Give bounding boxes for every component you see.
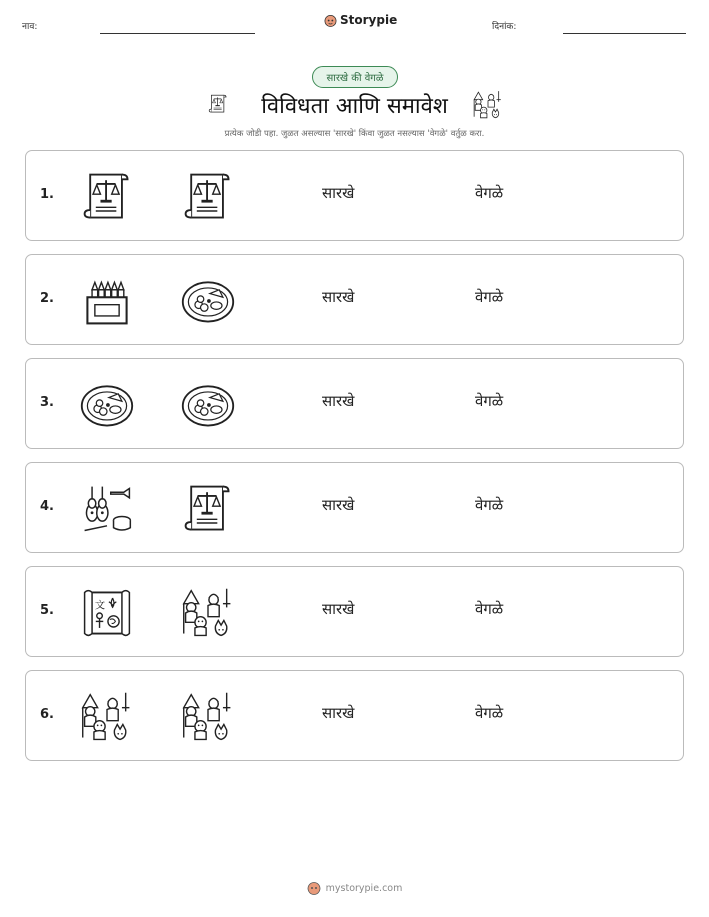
- same-option[interactable]: सारखे: [322, 496, 355, 514]
- footer-url: mystorypie.com: [325, 882, 403, 894]
- storypie-icon: [307, 881, 321, 895]
- name-line[interactable]: [100, 33, 255, 34]
- question-row: [25, 150, 684, 241]
- question-number: 4.: [40, 499, 54, 514]
- brand-name: Storypie: [340, 13, 398, 27]
- question-row: [25, 670, 684, 761]
- same-option[interactable]: सारखे: [322, 704, 355, 722]
- different-option[interactable]: वेगळे: [475, 704, 504, 722]
- page-title: विविधता आणि समावेश: [261, 94, 448, 119]
- justice-scroll-icon: [179, 481, 237, 537]
- date-label: दिनांक:: [492, 22, 517, 32]
- crayon-box-icon: [78, 273, 136, 329]
- different-option[interactable]: वेगळे: [475, 392, 504, 410]
- question-number: 1.: [40, 187, 54, 202]
- question-number: 6.: [40, 707, 54, 722]
- question-number: 3.: [40, 395, 54, 410]
- question-row: [25, 254, 684, 345]
- same-option[interactable]: सारखे: [322, 288, 355, 306]
- question-row: [25, 566, 684, 657]
- same-option[interactable]: सारखे: [322, 600, 355, 618]
- culture-scroll-icon: [78, 585, 136, 641]
- question-number: 5.: [40, 603, 54, 618]
- footer: [0, 881, 709, 895]
- instructions: प्रत्येक जोडी पहा. जुळत असल्यास 'सारखे' किंवा जुळत नसल्यास 'वेगळे' वर्तुळ करा.: [224, 129, 485, 139]
- different-option[interactable]: वेगळे: [475, 600, 504, 618]
- fantasy-group-icon: [179, 585, 237, 641]
- fantasy-group-icon: [472, 89, 504, 121]
- food-plate-icon: [179, 273, 237, 329]
- different-option[interactable]: वेगळे: [475, 496, 504, 514]
- different-option[interactable]: वेगळे: [475, 184, 504, 202]
- name-label: नाव:: [22, 22, 38, 32]
- music-instruments-icon: [78, 481, 136, 537]
- justice-scroll-icon: [179, 169, 237, 225]
- food-plate-icon: [179, 377, 237, 433]
- different-option[interactable]: वेगळे: [475, 288, 504, 306]
- food-plate-icon: [78, 377, 136, 433]
- question-row: [25, 462, 684, 553]
- storypie-icon: [324, 14, 337, 27]
- same-option[interactable]: सारखे: [322, 184, 355, 202]
- fantasy-group-icon: [78, 689, 136, 745]
- brand-logo: [324, 13, 397, 27]
- fantasy-group-icon: [179, 689, 237, 745]
- date-line[interactable]: [563, 33, 686, 34]
- question-number: 2.: [40, 291, 54, 306]
- worksheet-type-badge: सारखे की वेगळे: [312, 66, 398, 88]
- question-row: [25, 358, 684, 449]
- justice-scroll-icon: [78, 169, 136, 225]
- same-option[interactable]: सारखे: [322, 392, 355, 410]
